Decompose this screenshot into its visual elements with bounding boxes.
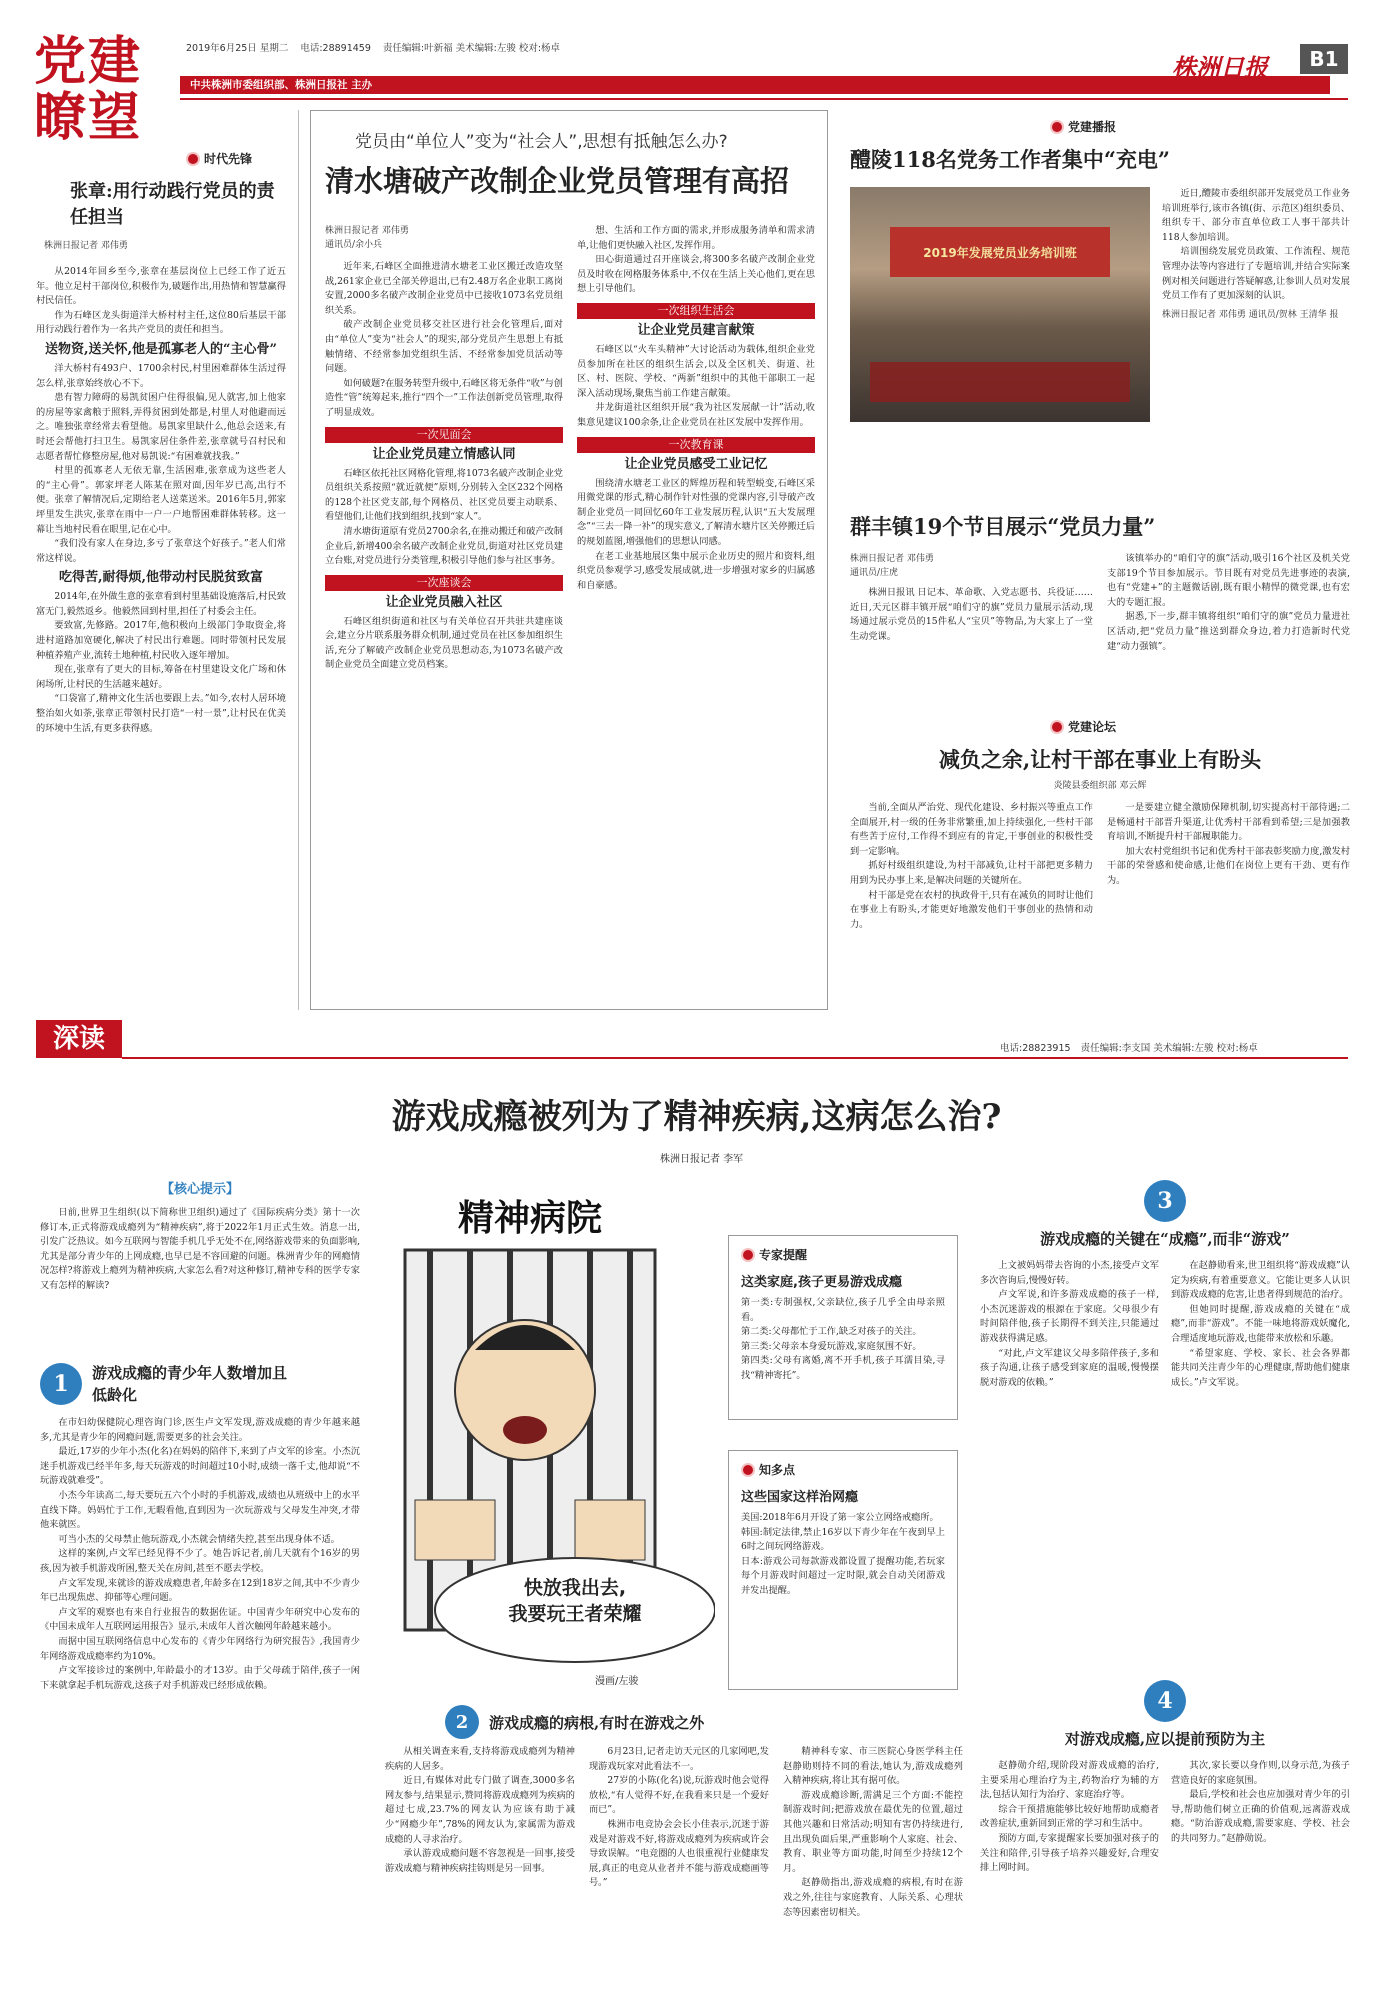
col3a-title: 醴陵118名党务工作者集中“充电” <box>850 147 1170 172</box>
paragraph: 游戏成瘾诊断,需满足三个方面:不能控制游戏时间;把游戏放在最优先的位置,超过其他兴趣和日常活动;明知有害仍持续进行,且出现负面后果,严重影响个人家庭、社会、教育、职业等方面功能,时间至少持续12个月。 <box>783 1789 963 1874</box>
expert-title: 这类家庭,孩子更易游戏成瘾 <box>741 1275 902 1290</box>
col2-bar: 一次见面会 <box>325 427 563 443</box>
s3-number: 3 <box>1144 1180 1186 1222</box>
photo-banner <box>890 227 1110 277</box>
paragraph: 从相关调查来看,支持将游戏成瘾列为精神疾病的人居多。 <box>385 1746 575 1772</box>
paragraph: 清水塘街道原有党员2700余名,在推动搬迁和破产改制企业后,新增400余名破产改制企业党员,街道对社区党员建立台账,对党员进行分类管理,积极引导他们参与社区事务。 <box>325 525 563 567</box>
header-date: 2019年6月25日 星期二 <box>186 43 289 54</box>
list-item: 第四类:父母有离婚,离不开手机,孩子耳濡目染,寻找“精神寄托”。 <box>741 1355 945 1381</box>
col3c-tag-label: 党建论坛 <box>1068 720 1117 734</box>
col3c-col-b <box>1107 801 1350 932</box>
bubble-line: 快放我出去, <box>523 1577 627 1599</box>
paragraph: 如何破题?在服务转型升级中,石峰区将无条件“收”与创造性“管”统筹起来,推行“四个一”工作法创新党员管理,取得了明显成效。 <box>325 377 563 418</box>
paragraph: 赵静勋介绍,现阶段对游戏成瘾的治疗,主要采用心理治疗为主,药物治疗为辅的方法,包括认知行为治疗、家庭治疗等。 <box>980 1760 1159 1801</box>
know-box <box>728 1450 958 1690</box>
col2-byline: 通讯员/余小兵 <box>325 240 383 250</box>
paragraph: 在赵静勋看来,世卫组织将“游戏成瘾”认定为疾病,有着重要意义。它能让更多人认识到游戏成瘾的危害,让患者得到规范的治疗。 <box>1171 1260 1350 1301</box>
expert-tag <box>741 1246 945 1263</box>
paragraph: 石峰区组织街道和社区与有关单位召开共驻共建座谈会,建立分片联系服务群众机制,通过党员在社区参加组织生活,充分了解破产改制企业党员思想动态,为1073名破产改制企业党员全面建立党员档案。 <box>325 615 563 671</box>
photo-table <box>870 362 1130 402</box>
col2-title: 清水塘破产改制企业党员管理有高招 <box>325 164 790 198</box>
bullet-icon <box>1050 720 1064 734</box>
paragraph: 在老工业基地展区集中展示企业历史的照片和资料,组织党员参观学习,感受发展成就,进一步增强对家乡的归属感和自豪感。 <box>577 550 815 591</box>
s4-col-b <box>1171 1759 1350 1876</box>
col1-subhead: 吃得苦,耐得烦,他带动村民脱贫致富 <box>58 570 264 586</box>
paragraph: 近日,有媒体对此专门做了调查,3000多名网友参与,结果显示,赞同将游戏成瘾列为疾病的超过七成,23.7%的网友认为应该有助于减少“网瘾少年”,78%的网友认为,家属需为游戏成瘾的人寻求治疗。 <box>385 1775 575 1845</box>
col2-subhead: 让企业党员建立情感认同 <box>372 446 516 462</box>
photo-banner-text: 2019年发展党员业务培训班 <box>923 245 1077 260</box>
col1-byline: 株洲日报记者 邓伟勇 <box>44 241 128 251</box>
col3a-credit: 株洲日报记者 邓伟勇 通讯员/贺林 王清华 报 <box>1162 309 1339 320</box>
paragraph: “口袋富了,精神文化生活也要跟上去。”如今,农村人居环境整治如火如荼,张章正带领村民打造“一村一景”,让村民在优美的环境中生活,有更多获得感。 <box>36 693 286 734</box>
paragraph: 这样的案例,卢文军已经见得不少了。她告诉记者,前几天就有个16岁的男孩,因为被手机游戏所困,整天关在房间,甚至不愿去学校。 <box>40 1548 360 1574</box>
paragraph: 赵静勋指出,游戏成瘾的病根,有时在游戏之外,往往与家庭教育、人际关系、心理状态等因素密切相关。 <box>783 1877 963 1918</box>
cartoon-credit: 漫画/左骏 <box>595 1676 639 1687</box>
host-banner <box>180 76 1330 94</box>
paper-logo: 株洲日报 <box>1172 53 1268 82</box>
paragraph: 近年来,石峰区全面推进清水塘老工业区搬迁改造攻坚战,261家企业已全部关停退出,已有2.48万名企业职工离岗安置,2000多名破产改制企业党员中已接收1073名党员组织关系。 <box>325 261 563 316</box>
col2-byline: 株洲日报记者 邓伟勇 <box>325 226 409 236</box>
header-meta <box>186 40 560 54</box>
paragraph: 当前,全面从严治党、现代化建设、乡村振兴等重点工作全面展开,村一级的任务非常繁重,加上持续强化,一些村干部有些苦于应付,工作得不到应有的肯定,干事创业的积极性受到一定影响。 <box>850 802 1093 857</box>
list-item: 韩国:制定法律,禁止16岁以下青少年在午夜到早上6时之间玩网络游戏。 <box>741 1526 945 1553</box>
col1-title: 张章:用行动践行党员的责任担当 <box>70 181 275 228</box>
bullet-icon <box>741 1248 755 1262</box>
know-list <box>741 1511 945 1599</box>
bullet-icon <box>186 152 200 166</box>
paragraph: 上文被妈妈带去咨询的小杰,接受卢文军多次咨询后,慢慢好转。 <box>980 1260 1159 1286</box>
paragraph: 抓好村级组织建设,为村干部减负,让村干部把更多精力用到为民办事上来,是解决问题的关键所在。 <box>850 860 1093 886</box>
expert-tag-label: 专家提醒 <box>759 1248 808 1262</box>
paragraph: 最近,17岁的少年小杰(化名)在妈妈的陪伴下,来到了卢文军的诊室。小杰沉迷手机游戏已经半年多,每天玩游戏的时间超过10小时,成绩一落千丈,他却说“不玩游戏就难受”。 <box>40 1446 360 1487</box>
col3c-col-a <box>850 801 1093 932</box>
hand-shape <box>575 1500 645 1560</box>
col2-subhead: 让企业党员融入社区 <box>385 594 503 610</box>
s2-block <box>385 1705 965 2005</box>
col1-subhead: 送物资,送关怀,他是孤寡老人的“主心骨” <box>44 341 277 357</box>
col1-body <box>36 265 286 736</box>
col2-bar: 一次组织生活会 <box>577 303 815 319</box>
col2-kicker: 党员由“单位人”变为“社会人”,思想有抵触怎么办? <box>355 132 728 152</box>
paragraph: 6月23日,记者走访天元区的几家网吧,发现游戏玩家对此看法不一。 <box>589 1746 769 1772</box>
col1-tag <box>186 150 286 167</box>
section2-meta <box>1000 1040 1258 1054</box>
s3-block <box>980 1180 1350 1660</box>
col3c-tag <box>1050 718 1350 735</box>
paragraph: 村里的孤寡老人无依无靠,生活困难,张章成为这些老人的“主心骨”。郭家坪老人陈某在照对面,因年岁已高,出行不便。张章了解情况后,定期给老人送菜送米。2016年5月,郭家坪里发生洪灾,张章在雨中一户一户地帮困难群体转移。这一幕让当地村民看在眼里,记在心中。 <box>36 465 286 535</box>
header-rule <box>180 98 1348 100</box>
paragraph: 可当小杰的父母禁止他玩游戏,小杰就会情绪失控,甚至出现身体不适。 <box>58 1533 340 1545</box>
col3a-body <box>1162 187 1350 422</box>
bullet-icon <box>741 1463 755 1477</box>
section-logo-text: 党建瞭望 <box>34 32 143 148</box>
col3b-col-a <box>850 552 1093 654</box>
paragraph: “我们没有家人在身边,多亏了张章这个好孩子。”老人们常常这样说。 <box>36 538 286 564</box>
paragraph: 洋大桥村有493户、1700余村民,村里困难群体生活过得怎么样,张章始终放心不下。 <box>36 362 286 389</box>
col3c-byline: 炎陵县委组织部 邓云辉 <box>1053 781 1147 791</box>
paragraph: 综合干预措施能够比较好地帮助成瘾者改善症状,重新回到正常的学习和生活中。 <box>980 1803 1159 1830</box>
header-editor: 责任编辑:叶新福 美术编辑:左骏 校对:杨卓 <box>382 43 561 54</box>
s3-col-b <box>1171 1259 1350 1390</box>
paragraph: 最后,学校和社会也应加强对青少年的引导,帮助他们树立正确的价值观,远离游戏成瘾。“防治游戏成瘾,需要家庭、学校、社会的共同努力。”赵静勋说。 <box>1171 1789 1350 1844</box>
cartoon <box>385 1180 715 1690</box>
s2-col-b <box>589 1745 769 1920</box>
paragraph: 卢文军接诊过的案例中,年龄最小的才13岁。由于父母疏于陪伴,孩子一闲下来就拿起手机玩游戏,这孩子对手机游戏已经形成依赖。 <box>40 1665 360 1691</box>
list-item: 日本:游戏公司每款游戏都设置了提醒功能,若玩家每个月游戏时间超过一定时限,就会自动关闭游戏并发出提醒。 <box>741 1555 945 1596</box>
core-box <box>40 1180 360 1350</box>
paragraph: 村干部是党在农村的执政骨干,只有在减负的同时让他们在事业上有盼头,才能更好地激发他们干事创业的热情和动力。 <box>850 889 1093 930</box>
paragraph: 小杰今年读高二,每天要玩五六个小时的手机游戏,成绩也从班级中上的水平直线下降。妈妈忙于工作,无暇看他,直到因为一次玩游戏与父母发生冲突,才带他来就医。 <box>40 1489 360 1531</box>
col3b-article <box>850 512 1350 707</box>
s4-block <box>980 1680 1350 2005</box>
s1-body <box>40 1416 360 1693</box>
s3-col-a <box>980 1259 1159 1390</box>
paragraph: 想、生活和工作方面的需求,并形成服务清单和需求清单,让他们更快融入社区,发挥作用。 <box>577 225 815 251</box>
paragraph: “希望家庭、学校、家长、社会各界都能共同关注青少年的心理健康,帮助他们健康成长。”卢文军说。 <box>1171 1347 1350 1388</box>
list-item: 第一类:专制强权,父亲缺位,孩子几乎全由母亲照看。 <box>741 1297 945 1323</box>
paragraph: 而据中国互联网络信息中心发布的《青少年网络行为研究报告》,我国青少年网络游戏成瘾率约为10%。 <box>40 1635 360 1662</box>
paragraph: 其次,家长要以身作则,以身示范,为孩子营造良好的家庭氛围。 <box>1171 1760 1350 1786</box>
section2-byline: 株洲日报记者 李军 <box>660 1154 744 1165</box>
cartoon-bubble <box>465 1575 685 1627</box>
col3b-title: 群丰镇19个节目展示“党员力量” <box>850 514 1156 539</box>
know-tag-label: 知多点 <box>759 1463 796 1477</box>
section2-phone: 电话:28823915 <box>1000 1043 1071 1054</box>
col2-bar: 一次座谈会 <box>325 575 563 591</box>
cartoon-sign: 精神病院 <box>457 1197 602 1239</box>
section2-tab <box>36 1020 122 1058</box>
s3-title: 游戏成瘾的关键在“成瘾”,而非“游戏” <box>1040 1230 1290 1248</box>
col3a-tag-label: 党建播报 <box>1068 120 1117 134</box>
s4-number: 4 <box>1144 1680 1186 1722</box>
col2-bar: 一次教育课 <box>577 437 815 453</box>
paragraph: 精神科专家、市三医院心身医学科主任赵静勋则持不同的看法,她认为,游戏成瘾列入精神疾病,将让其有据可依。 <box>783 1746 963 1787</box>
section2-headline: 游戏成瘾被列为了精神疾病,这病怎么治? <box>391 1097 1002 1137</box>
expert-box <box>728 1235 958 1420</box>
paragraph: 预防方面,专家提醒家长要加强对孩子的关注和陪伴,引导孩子培养兴趣爱好,合理安排上网时间。 <box>980 1832 1159 1874</box>
col3c-article <box>850 718 1350 1008</box>
s1-block <box>40 1362 360 2002</box>
col-divider <box>298 110 299 1010</box>
paragraph: 卢文军的观察也有来自行业报告的数据佐证。中国青少年研究中心发布的《中国未成年人互联网运用报告》显示,未成年人首次触网年龄越来越小。 <box>40 1606 360 1633</box>
paragraph: 日前,世界卫生组织(以下简称世卫组织)通过了《国际疾病分类》第十一次修订本,正式将游戏成瘾列为“精神疾病”,将于2022年1月正式生效。消息一出,引发广泛热议。如今互联网与智能手机几乎无处不在,网络游戏带来的负面影响,尤其是部分青少年的上网成瘾,也早已是不容回避的问题。株洲青少年的网瘾情况怎样?将游戏上瘾列为精神疾病,大家怎么看?对这种修订,精神专科的医学专家又有怎样的解读? <box>40 1207 360 1291</box>
col2-article <box>325 130 815 1000</box>
know-tag <box>741 1461 945 1478</box>
header-phone: 电话:28891459 <box>300 43 371 54</box>
paragraph: 该镇举办的“咱们守的旗”活动,吸引16个社区及机关党支部19个节目参加展示。节目既有对党员先进事迹的表演,也有“党建+”的主题微话剧,既有眼小精悍的微党课,也有宏大的专题汇报。 <box>1107 553 1350 608</box>
paragraph: 卢文军说,和许多游戏成瘾的孩子一样,小杰沉迷游戏的根源在于家庭。父母很少有时间陪伴他,孩子长期得不到关注,只能通过游戏获得满足感。 <box>980 1289 1159 1344</box>
s2-number: 2 <box>445 1705 479 1739</box>
paragraph: 卢文军发现,来就诊的游戏成瘾患者,年龄多在12到18岁之间,其中不少青少年已出现焦虑、抑郁等心理问题。 <box>40 1577 360 1604</box>
s1-number: 1 <box>40 1363 82 1405</box>
paragraph: 株洲日报讯 日记本、革命歌、入党志愿书、兵役证……近日,天元区群丰镇开展“咱们守的旗”党员力量展示活动,现场通过展示党员的15件私人“宝贝”等物品,为大家上了一堂生动党课。 <box>850 587 1093 642</box>
section2-editor: 责任编辑:李支国 美术编辑:左骏 校对:杨卓 <box>1080 1043 1258 1054</box>
list-item: 第二类:父母都忙于工作,缺乏对孩子的关注。 <box>741 1326 922 1338</box>
paragraph: 2014年,在外做生意的张章看到村里基础设施落后,村民致富无门,毅然返乡。他毅然回到村里,担任了村委会主任。 <box>36 591 286 617</box>
paragraph: “对此,卢文军建议父母多陪伴孩子,多和孩子沟通,让孩子感受到家庭的温暖,慢慢摆脱对游戏的依赖。” <box>980 1347 1159 1388</box>
col3a-article <box>850 118 1350 488</box>
section2-rule <box>122 1057 1348 1059</box>
section2-name: 深读 <box>52 1024 105 1054</box>
s4-title: 对游戏成瘾,应以提前预防为主 <box>1064 1730 1266 1748</box>
paragraph: 承认游戏成瘾问题不容忽视是一回事,接受游戏成瘾与精神疾病挂钩则是另一回事。 <box>385 1848 575 1874</box>
paragraph: 一是要建立健全激励保障机制,切实提高村干部待遇;二是畅通村干部晋升渠道,让优秀村干部看到希望;三是加强教育培训,不断提升村干部履职能力。 <box>1107 802 1350 843</box>
col3a-tag <box>1050 118 1350 135</box>
paragraph: 破产改制企业党员移交社区进行社会化管理后,面对由“单位人”变为“社会人”的现实,部分党员产生思想上有抵触情绪、不经常参加党组织生活、不经常参加党员活动等问题。 <box>325 319 563 375</box>
section-logo <box>34 34 164 154</box>
s2-title: 游戏成瘾的病根,有时在游戏之外 <box>489 1713 705 1732</box>
paragraph: 现在,张章有了更大的目标,筹备在村里建设文化广场和休闲场所,让村民的生活越来越好。 <box>36 664 286 690</box>
bubble-line: 我要玩王者荣耀 <box>508 1603 642 1625</box>
paragraph: 井龙街道社区组织开展“我为社区发展献一计”活动,收集意见建议100余条,让企业党员在社区发展中发挥作用。 <box>577 402 815 428</box>
paragraph: 要致富,先修路。2017年,他积极向上级部门争取资金,将进村道路加宽硬化,解决了村民出行难题。同时带领村民发展种植养殖产业,流转土地种植,村民收入逐年增加。 <box>36 620 286 661</box>
paragraph: 据悉,下一步,群丰镇将组织“咱们守的旗”党员力量进社区活动,把“党员力量”推送到群众身边,着力打造新时代党建“动力强镇”。 <box>1107 611 1350 652</box>
col2-subhead: 让企业党员建言献策 <box>637 322 755 338</box>
paragraph: 田心街道通过召开座谈会,将300多名破产改制企业党员及时收在网格服务体系中,不仅在生活上关心他们,更在思想上引导他们。 <box>577 254 815 295</box>
s2-col-a <box>385 1745 575 1920</box>
paragraph: 但她同时提醒,游戏成瘾的关键在“成瘾”,而非“游戏”。不能一味地将游戏妖魔化,合理适度地玩游戏,也能带来放松和乐趣。 <box>1171 1303 1350 1344</box>
know-title: 这些国家这样治网瘾 <box>741 1490 859 1505</box>
paragraph: 围绕清水塘老工业区的辉煌历程和转型蜕变,石峰区采用微党课的形式,精心制作针对性强的党课内容,引导破产改制企业党员一同回忆60年工业发展历程,认识“五大发展理念”“三去一降一补”的现实意义,了解清水塘片区关停搬迁后的规划蓝图,增强他们的思想认同感。 <box>577 477 815 547</box>
paragraph: 株洲市电竞协会会长小佳表示,沉迷于游戏是对游戏不好,将游戏成瘾列为疾病或许会导致误解。“电竞圈的人也很重视行业健康发展,真正的电竞从业者并不能与游戏成瘾画等号。” <box>589 1818 769 1889</box>
core-title: 【核心提示】 <box>160 1182 239 1197</box>
paragraph: 从2014年回乡至今,张章在基层岗位上已经工作了近五年。他立足村干部岗位,积极作为,破题作出,用热情和智慧赢得村民信任。 <box>36 266 286 307</box>
s2-col-c <box>783 1745 963 1920</box>
s1-title: 游戏成瘾的青少年人数增加且低龄化 <box>92 1364 288 1404</box>
col2-col-a <box>325 224 563 673</box>
page-number: B1 <box>1300 44 1348 74</box>
s4-col-a <box>980 1759 1159 1876</box>
paragraph: 作为石峰区龙头街道洋大桥村村主任,这位80后基层干部用行动践行着作为一名共产党员的责任和担当。 <box>36 309 286 336</box>
host-text: 中共株洲市委组织部、株洲日报社 主办 <box>190 79 373 91</box>
bullet-icon <box>1050 120 1064 134</box>
list-item: 第三类:父母亲本身爱玩游戏,家庭氛围不好。 <box>741 1340 922 1352</box>
paragraph: 培训围绕发展党员政策、工作流程、规范管理办法等内容进行了专题培训,并结合实际案例对相关问题进行答疑解惑,让参训人员对发展党员工作有了更加深刻的认识。 <box>1162 246 1350 302</box>
paragraph: 患有智力障碍的易凯贫困户住得很偏,见人就害,加上他家的房屋等家禽粮于照料,弄得贫困到处都是,村里人对他避而远之。唯独张章经常去看望他。易凯家里缺什么,他总会送来,有时还会帮他打扫卫生。易凯家居住条件差,张章就号召村民和志愿者帮忙修整房屋,他对易凯说:“有困难就找我。” <box>36 392 286 462</box>
core-text <box>40 1206 360 1294</box>
col2-col-b <box>577 224 815 673</box>
list-item: 美国:2018年6月开设了第一家公立网络戒瘾所。 <box>741 1512 939 1523</box>
expert-list <box>741 1296 945 1384</box>
col3b-byline: 株洲日报记者 邓伟勇 <box>850 554 934 564</box>
col2-subhead: 让企业党员感受工业记忆 <box>624 456 768 472</box>
paragraph: 石峰区以“火车头精神”大讨论活动为载体,组织企业党员参加所在社区的组织生活会,以及全区机关、街道、社区、村、医院、学校、“两新”组织中的其他干部职工一起深入活动现场,聚焦当前工作建言献策。 <box>577 343 815 399</box>
paragraph: 近日,醴陵市委组织部开发展党员工作业务培训班举行,该市各镇(街、示范区)组织委员、组织专干、部分市直单位政工人事干部共计118人参加培训。 <box>1162 188 1350 243</box>
paragraph: 27岁的小陈(化名)说,玩游戏时他会觉得放松,“有人觉得不好,在我看来只是一个爱好而已”。 <box>589 1775 769 1816</box>
col3b-col-b <box>1107 552 1350 654</box>
training-photo <box>850 187 1150 422</box>
col1-tag-label: 时代先锋 <box>204 152 253 166</box>
paragraph: 在市妇幼保健院心理咨询门诊,医生卢文军发现,游戏成瘾的青少年越来越多,尤其是青少年的网瘾问题,需要更多的社会关注。 <box>40 1417 360 1443</box>
col3c-title: 减负之余,让村干部在事业上有盼头 <box>938 747 1262 772</box>
paragraph: 石峰区依托社区网格化管理,将1073名破产改制企业党员组织关系按照“就近就便”原则,分别转入全区232个网格的128个社区党支部,每个网格员、社区党员要主动联系、看望他们,让他们找到组织,找到“家人”。 <box>325 467 563 523</box>
hand-shape <box>415 1500 495 1560</box>
col3b-byline: 通讯员/庄虎 <box>850 568 899 578</box>
paragraph: 加大农村党组织书记和优秀村干部表彰奖励力度,激发村干部的荣誉感和使命感,让他们在岗位上更有干劲、更有作为。 <box>1107 845 1350 886</box>
mouth-shape <box>503 1416 547 1444</box>
col1-article <box>36 150 286 736</box>
